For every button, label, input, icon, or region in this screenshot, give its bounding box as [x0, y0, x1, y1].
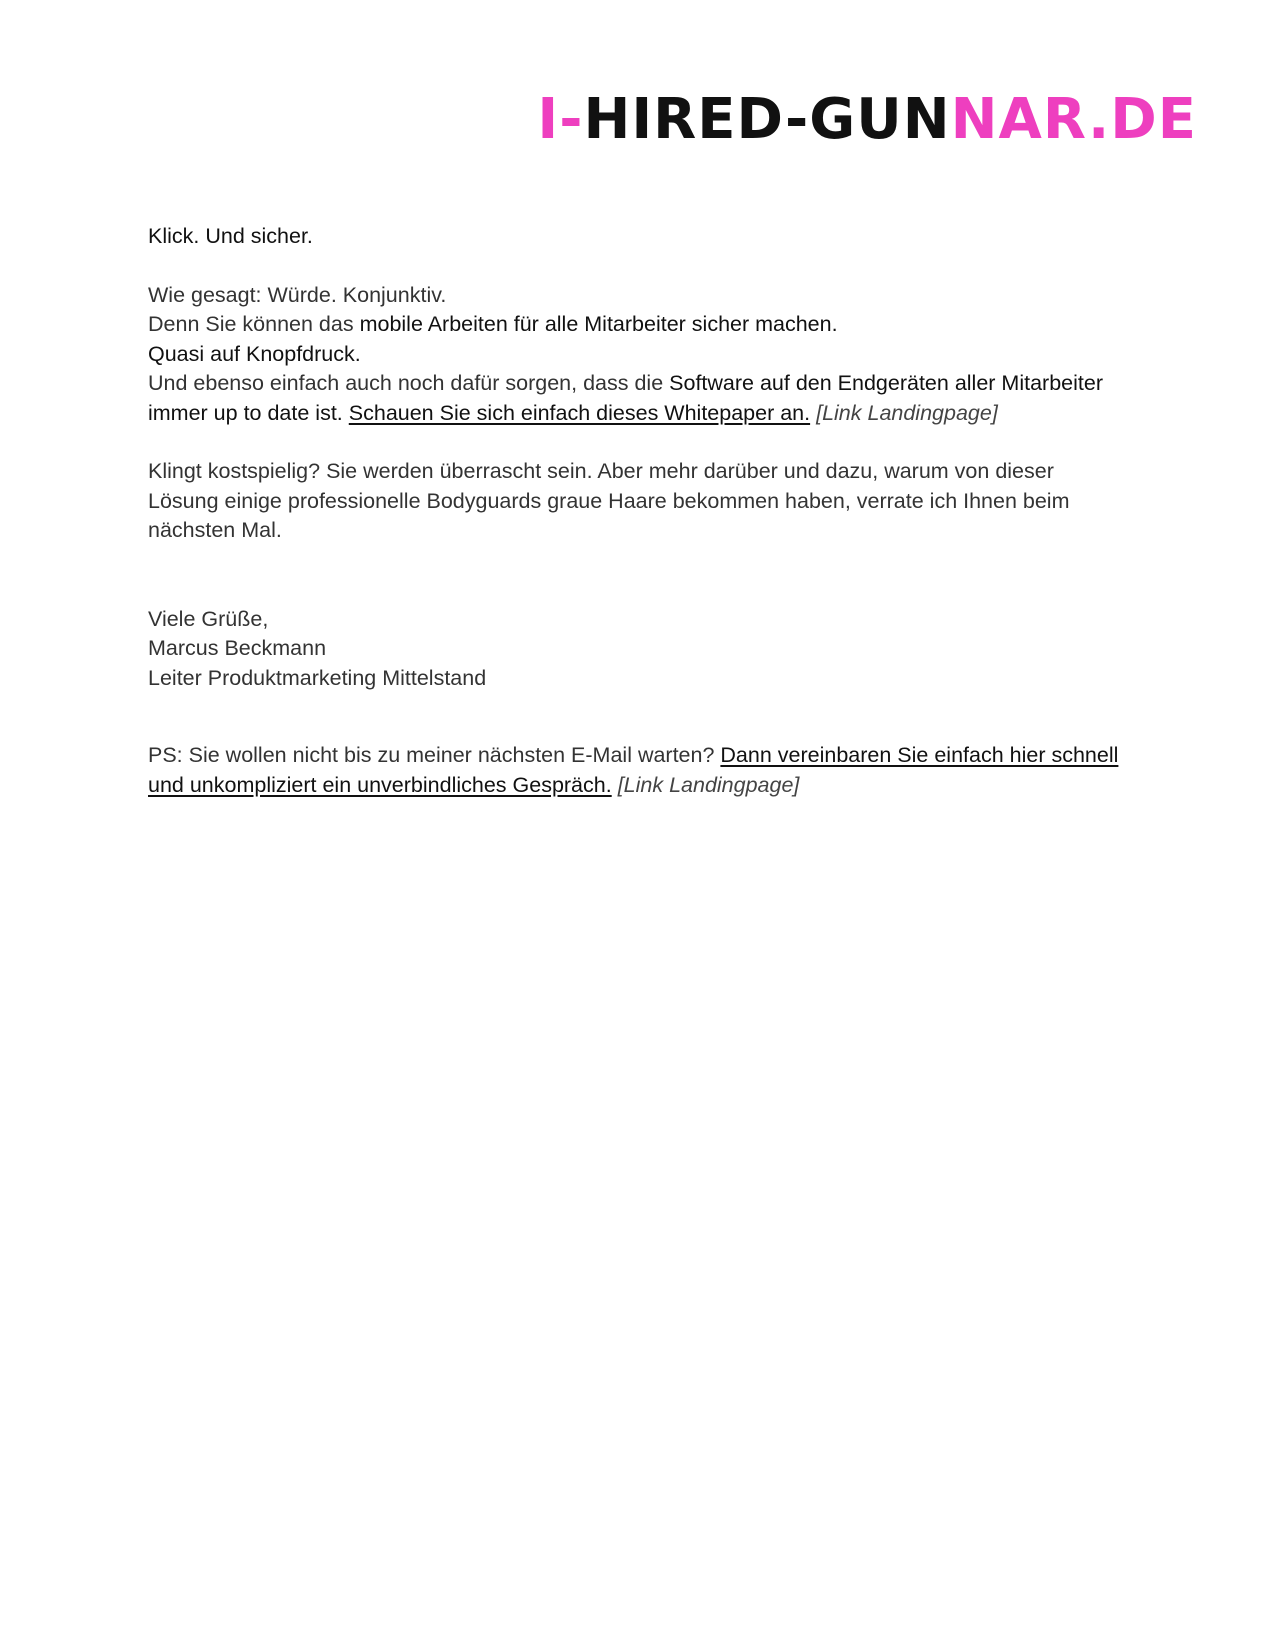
- logo: [537, 87, 1197, 152]
- signature-greeting: Viele Grüße,: [148, 606, 269, 631]
- p1-link-placeholder: [Link Landingpage]: [816, 400, 998, 425]
- p1-line4-pre: Und ebenso einfach auch noch dafür sorgen, dass die: [148, 371, 670, 395]
- p1-line1: Wie gesagt: Würde. Konjunktiv.: [148, 282, 447, 307]
- signature-name: Marcus Beckmann: [148, 636, 327, 660]
- signature: [148, 605, 1128, 694]
- logo-part-3: NAR.DE: [950, 87, 1197, 152]
- p1-line4-strong: Software auf den Endgeräten aller Mitarbeiter immer up to date ist.: [148, 371, 1103, 425]
- logo-part-2: HIRED-GUN: [583, 87, 951, 152]
- logo-part-1: I-: [537, 87, 584, 152]
- letter-body: [148, 222, 1128, 800]
- postscript: [148, 741, 1128, 800]
- paragraph-2: Klingt kostspielig? Sie werden überrascht sein. Aber mehr darüber und dazu, warum von dieser Lösung einige professionelle Bodyguards graue Haare bekommen haben, verrate ich Ihnen beim nächsten Mal.: [148, 459, 1070, 542]
- appointment-link[interactable]: Dann vereinbaren Sie einfach hier schnell und unkompliziert ein unverbindliches Gespräch.: [148, 743, 1119, 797]
- whitepaper-link[interactable]: Schauen Sie sich einfach dieses Whitepaper an.: [348, 400, 811, 425]
- heading: Klick. Und sicher.: [148, 224, 313, 248]
- p1-line2-strong: mobile Arbeiten für alle Mitarbeiter sicher machen.: [359, 312, 838, 336]
- paragraph-1: [148, 281, 1128, 429]
- signature-title: Leiter Produktmarketing Mittelstand: [148, 665, 487, 690]
- p1-line3: Quasi auf Knopfdruck.: [148, 341, 361, 366]
- ps-text: PS: Sie wollen nicht bis zu meiner nächsten E-Mail warten?: [148, 743, 721, 767]
- p1-line2-pre: Denn Sie können das: [148, 312, 360, 336]
- ps-link-placeholder: [Link Landingpage]: [617, 772, 800, 797]
